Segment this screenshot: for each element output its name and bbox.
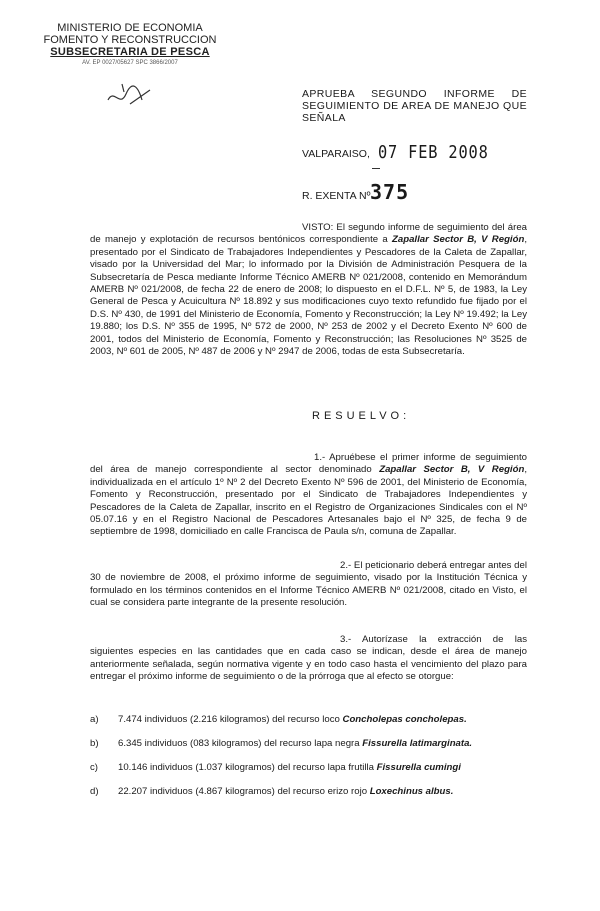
resolution-point-3 — [90, 634, 527, 684]
point-1-lead: Apruébese el primer informe de seguimiento del área de manejo correspondiente al sector denominado — [90, 452, 527, 476]
point-3-text: Autorízase la extracción de las siguientes especies en las cantidades que en cada caso se indican, desde el área de manejo anteriormente señalada, según normativa vigente y en todo caso hasta el vencimiento del plazo para entregar el próximo informe de seguimiento o de la prórroga que al efecto se otorgue: — [90, 634, 528, 683]
ministry-line-2: FOMENTO Y RECONSTRUCCION — [43, 34, 217, 46]
ministry-reference: AV. EP 0027/05627 SPC 3866/2007 — [82, 60, 178, 66]
item-label: a) — [90, 714, 99, 725]
divider-mark — [372, 168, 380, 169]
item-label: b) — [90, 738, 99, 749]
item-text: 10.146 individuos (1.037 kilogramos) del recurso lapa frutilla — [118, 762, 377, 773]
point-3-number: 3.- — [340, 634, 352, 645]
list-item — [90, 738, 527, 750]
exenta-label: R. EXENTA Nº — [302, 190, 371, 202]
list-item — [90, 786, 527, 798]
item-text: 7.474 individuos (2.216 kilogramos) del recurso loco — [118, 714, 343, 725]
item-label: c) — [90, 762, 98, 773]
item-text: 6.345 individuos (083 kilogramos) del recurso lapa negra — [118, 738, 363, 749]
point-1-rest: , individualizada en el artículo 1º Nº 2 del Decreto Exento Nº 596 de 2001, del Ministerio de Economía, Fomento y Reconstrucción, presentado por el Sindicato de Trabajadores Independientes y Pescadores de la Caleta de Zapallar, inscrito en el Registro de Organizaciones Sindicales con el Nº 05.07.16 y en el Registro Nacional de Pescadores Artesanales bajo el Nº 325, de fecha 9 de septiembre de 1998, domiciliado en calle Francisca de Paula s/n, comuna de Zapallar. — [90, 464, 527, 538]
visto-lead: VISTO: El segundo informe de seguimiento del área de manejo y explotación de recursos bentónicos correspondiente a — [90, 222, 527, 246]
list-item — [90, 714, 527, 726]
point-1-number: 1.- — [314, 452, 326, 463]
resolution-point-1 — [90, 452, 527, 539]
visto-rest: , presentado por el Sindicato de Trabajadores Independientes y Pescadores de la Caleta de Zapallar, visado por la Universidad del Mar; lo informado por la División de Administración Pesquera de la Subsecretaría de Pesca mediante Informe Técnico AMERB Nº 021/2008, contenido en Memorándum AMERB Nº 021/2008, de fecha 22 de enero de 2008; lo dispuesto en el D.F.L. Nº 5, de 1983, la Ley General de Pesca y Acuicultura Nº 18.892 y sus modificaciones cuyo texto refundido fue fijado por el D.S. Nº 430, de 1991 del Ministerio de Economía, Fomento y Reconstrucción; la Ley Nº 19.492; la Ley 19.880; los D.S. Nº 355 de 1995, Nº 572 de 2000, Nº 253 de 2002 y el Decreto Exento Nº 600 de 2001, todos del Ministerio de Economía, Fomento y Reconstrucción; las Resoluciones Nº 3525 de 2003, Nº 601 de 2005, Nº 487 de 2006 y Nº 2947 de 2006, todas de esta Subsecretaría. — [90, 234, 527, 358]
point-2-text: El peticionario deberá entregar antes del 30 de noviembre de 2008, el próximo informe de seguimiento, visado por la Institución Técnica y formulado en los términos contenidos en el Informe Técnico AMERB Nº 021/2008, citado en Visto, el cual se considera parte integrante de la presente resolución. — [90, 560, 527, 609]
ministry-header — [30, 22, 230, 67]
resolution-point-2 — [90, 560, 527, 610]
item-species: Fissurella cumingi — [376, 762, 461, 773]
item-label: d) — [90, 786, 99, 797]
ministry-line-1: MINISTERIO DE ECONOMIA — [57, 22, 203, 34]
resuelvo-heading: RESUELVO: — [312, 410, 411, 422]
point-1-area: Zapallar Sector B, V Región — [379, 464, 525, 476]
initials-signature — [100, 78, 160, 114]
document-subject: APRUEBA SEGUNDO INFORME DE SEGUIMIENTO DE AREA DE MANEJO QUE SEÑALA — [302, 88, 527, 124]
visto-paragraph — [90, 222, 527, 358]
exenta-number: 375 — [370, 180, 410, 204]
item-species: Fissurella latimarginata. — [362, 738, 473, 749]
ministry-line-3: SUBSECRETARIA DE PESCA — [50, 46, 210, 58]
list-item — [90, 762, 527, 774]
item-species: Concholepas concholepas. — [342, 714, 467, 725]
visto-area: Zapallar Sector B, V Región — [392, 234, 525, 246]
point-2-number: 2.- — [340, 560, 352, 571]
item-text: 22.207 individuos (4.867 kilogramos) del recurso erizo rojo — [118, 786, 370, 797]
item-species: Loxechinus albus. — [369, 786, 454, 797]
place-label: VALPARAISO, — [302, 148, 370, 160]
date-stamp: 07 FEB 2008 — [378, 142, 489, 163]
